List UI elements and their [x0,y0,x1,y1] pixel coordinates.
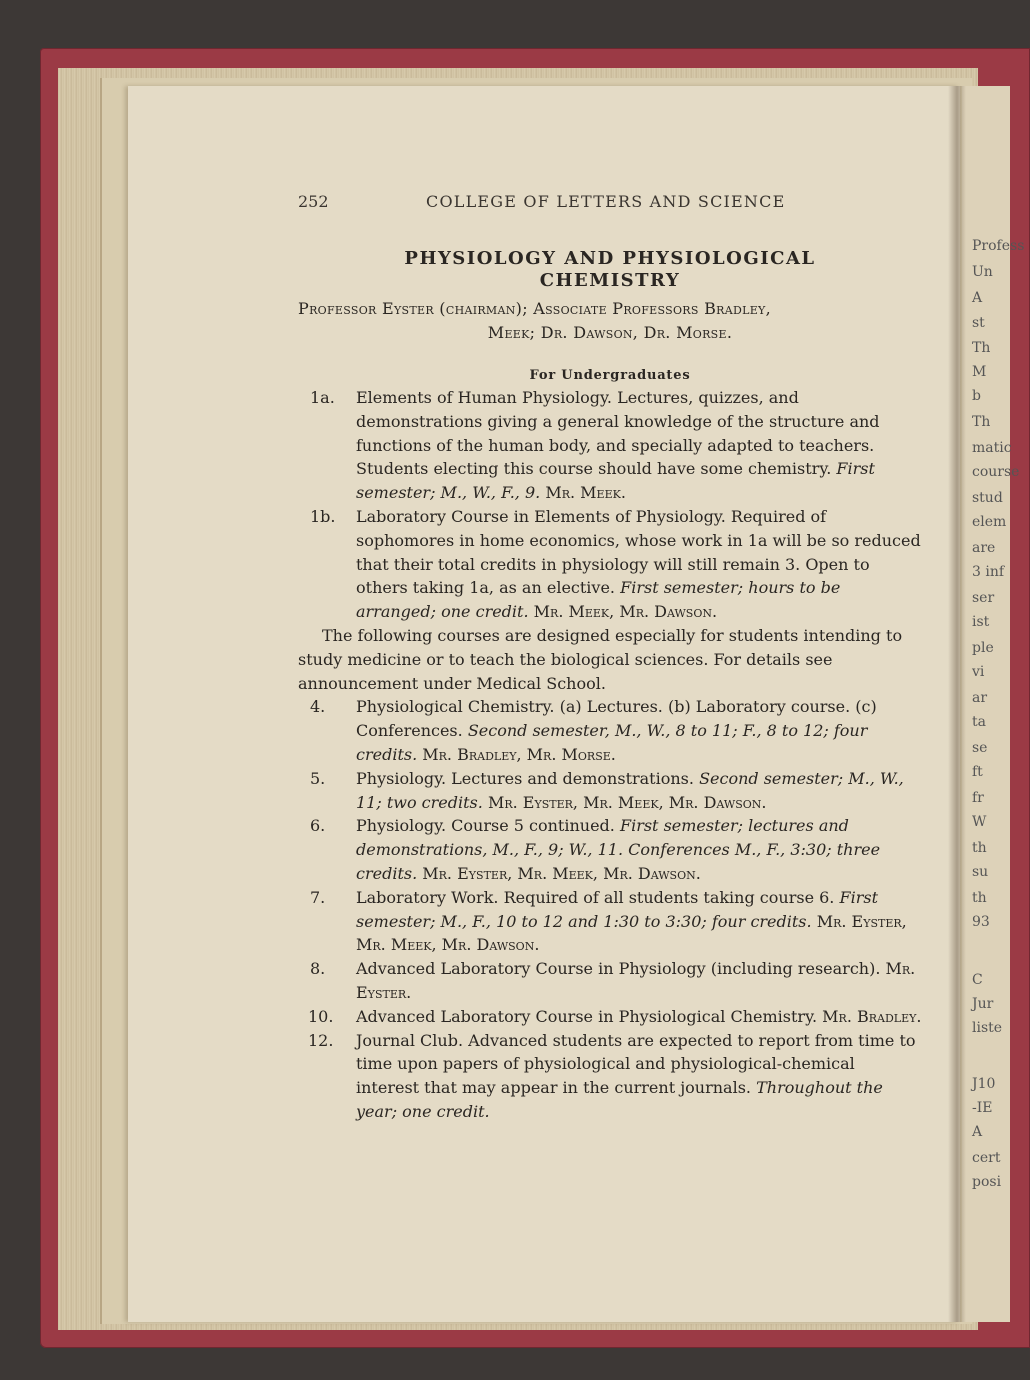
course-instructors: Mr. Bradley, Mr. Morse. [422,744,616,764]
course-number: 12. [308,1030,334,1050]
course-number: 6. [310,816,326,836]
facing-page-fragment: th [972,840,987,856]
facing-page-fragment: ser [972,590,995,606]
facing-page-fragment: Jur [972,996,994,1012]
faculty-list [298,297,922,345]
course-description: Lectures and demonstrations. [451,768,694,788]
facing-page-fragment: ta [972,714,986,730]
course-schedule: First semester; M., W., F., 9. [356,459,875,503]
course-instructors: Mr. Eyster. [356,959,916,1002]
page-number: 252 [298,192,329,211]
course-title: Elements of Human Physiology. [356,388,612,407]
facing-page-fragment: A [972,1124,983,1140]
section-title-line1: PHYSIOLOGY AND PHYSIOLOGICAL [404,248,816,269]
course-description: Required of all students taking course 6. [503,887,835,907]
facing-page-fragment: ist [972,614,990,630]
facing-page-fragment: W [972,814,987,830]
course-number: 1a. [310,388,335,407]
course-title: Advanced Laboratory Course in Physiological Chemistry. [356,1006,818,1026]
course-entry [298,505,922,624]
facing-page-fragment: th [972,890,987,906]
course-description: (a) Lectures. (b) Laboratory course. (c) Conferences. [356,697,877,741]
course-description: Lectures, quizzes, and demonstrations giving a general knowledge of the structure and functions of the human body, and specially adapted to teachers. Students electing this course should have some chemistry. [356,388,880,479]
facing-page-fragment: matic [972,440,1012,456]
running-head: COLLEGE OF LETTERS AND SCIENCE [426,192,786,211]
course-entry [298,695,922,766]
facing-page-fragment: Th [972,340,991,356]
course-entry [298,386,922,505]
course-title: Journal Club. [356,1030,464,1050]
course-entry [298,1029,922,1124]
facing-page-fragment: -IE [972,1100,993,1116]
course-description: Advanced students are expected to report from time to time upon papers of physiological and physiological-chemical interest that may appear in the current journals. [356,1030,916,1098]
course-number: 7. [310,887,326,907]
course-title: Advanced Laboratory Course in Physiology (including research). [356,959,881,979]
facing-page-fragment: Th [972,414,991,430]
course-schedule: Second semester; M., W., 11; two credits. [356,768,904,812]
faculty-line1: Professor Eyster (chairman); Associate Professors Bradley, [298,299,771,318]
facing-page-fragment: ft [972,764,983,780]
facing-page-fragment: st [972,315,985,331]
course-instructors: Mr. Meek, Mr. Dawson. [533,602,718,622]
course-title: Laboratory Course in Elements of Physiology. [356,506,726,526]
course-schedule: First semester; lectures and demonstrations, M., F., 9; W., 11. Conferences M., F., 3:30; three credits. [356,816,881,883]
section-title [298,248,922,292]
facing-page-fragment: fr [972,790,984,806]
course-entry [298,814,922,885]
spine-shadow [948,86,966,1322]
course-instructors: Mr. Eyster, Mr. Meek, Mr. Dawson. [422,863,701,883]
course-entry [298,1005,922,1029]
course-instructors: Mr. Eyster, Mr. Meek, Mr. Dawson. [487,792,767,812]
section-title-line2: CHEMISTRY [539,270,681,291]
course-schedule: Throughout the year; one credit. [356,1078,883,1121]
course-number: 1b. [310,506,336,526]
course-schedule: First semester; M., F., 10 to 12 and 1:30 to 3:30; four credits. [356,887,878,931]
facing-page-fragment: se [972,740,988,756]
course-number: 8. [310,959,326,979]
course-title: Physiology. [356,768,447,788]
course-instructors: Mr. Eyster, Mr. Meek, Mr. Dawson. [356,911,907,955]
facing-page-edge [962,86,1025,1322]
course-description: Required of sophomores in home economics, whose work in 1a will be so reduced that their total credits in physiology will still remain 3. Open to others taking 1a, as an elective. [356,506,921,598]
course-number: 10. [308,1006,334,1026]
facing-page-fragment: Un [972,264,993,280]
facing-page-fragment: su [972,864,989,880]
facing-page-fragment: b [972,388,981,404]
course-entry [298,957,922,1005]
course-instructors: Mr. Meek. [545,483,626,503]
page-header [298,192,798,214]
facing-page-fragment: course [972,464,1020,480]
course-listing [298,386,922,1124]
facing-page-fragment: Profess [972,238,1025,254]
facing-page-fragment: 3 inf [972,564,1005,580]
course-number: 4. [310,697,326,717]
facing-page-fragment: liste [972,1020,1003,1036]
course-title: Physiology. [356,816,447,836]
facing-page-fragment: ar [972,690,988,706]
facing-page-fragment: elem [972,514,1007,530]
facing-page-fragment: are [972,540,996,556]
facing-page-fragment: M [972,364,987,380]
course-entry [298,886,922,957]
facing-page-fragment: stud [972,490,1003,506]
facing-page-fragment: vi [972,664,985,680]
facing-page-fragment: J10 [972,1076,996,1092]
course-entry [298,767,922,815]
facing-page-fragment: ple [972,640,994,656]
facing-page-fragment: cert [972,1150,1001,1166]
faculty-line2: Meek; Dr. Dawson, Dr. Morse. [487,323,733,342]
course-number: 5. [310,768,326,788]
facing-page-fragment: posi [972,1174,1002,1190]
course-instructors: Mr. Bradley. [822,1006,922,1026]
course-schedule: Second semester, M., W., 8 to 11; F., 8 to 12; four credits. [356,721,868,764]
subhead-undergraduates: For Undergraduates [529,368,691,383]
course-title: Physiological Chemistry. [356,697,555,717]
intro-paragraph: The following courses are designed especially for students intending to study medicine or to teach the biological sciences. For details see announcement under Medical School. [298,625,903,693]
facing-page-fragment: 93 [972,914,990,930]
course-title: Laboratory Work. [356,887,499,907]
facing-page-fragment: C [972,972,983,988]
course-schedule: First semester; hours to be arranged; one credit. [356,578,841,622]
facing-page-fragment: A [972,290,983,306]
course-description: Course 5 continued. [451,816,615,836]
